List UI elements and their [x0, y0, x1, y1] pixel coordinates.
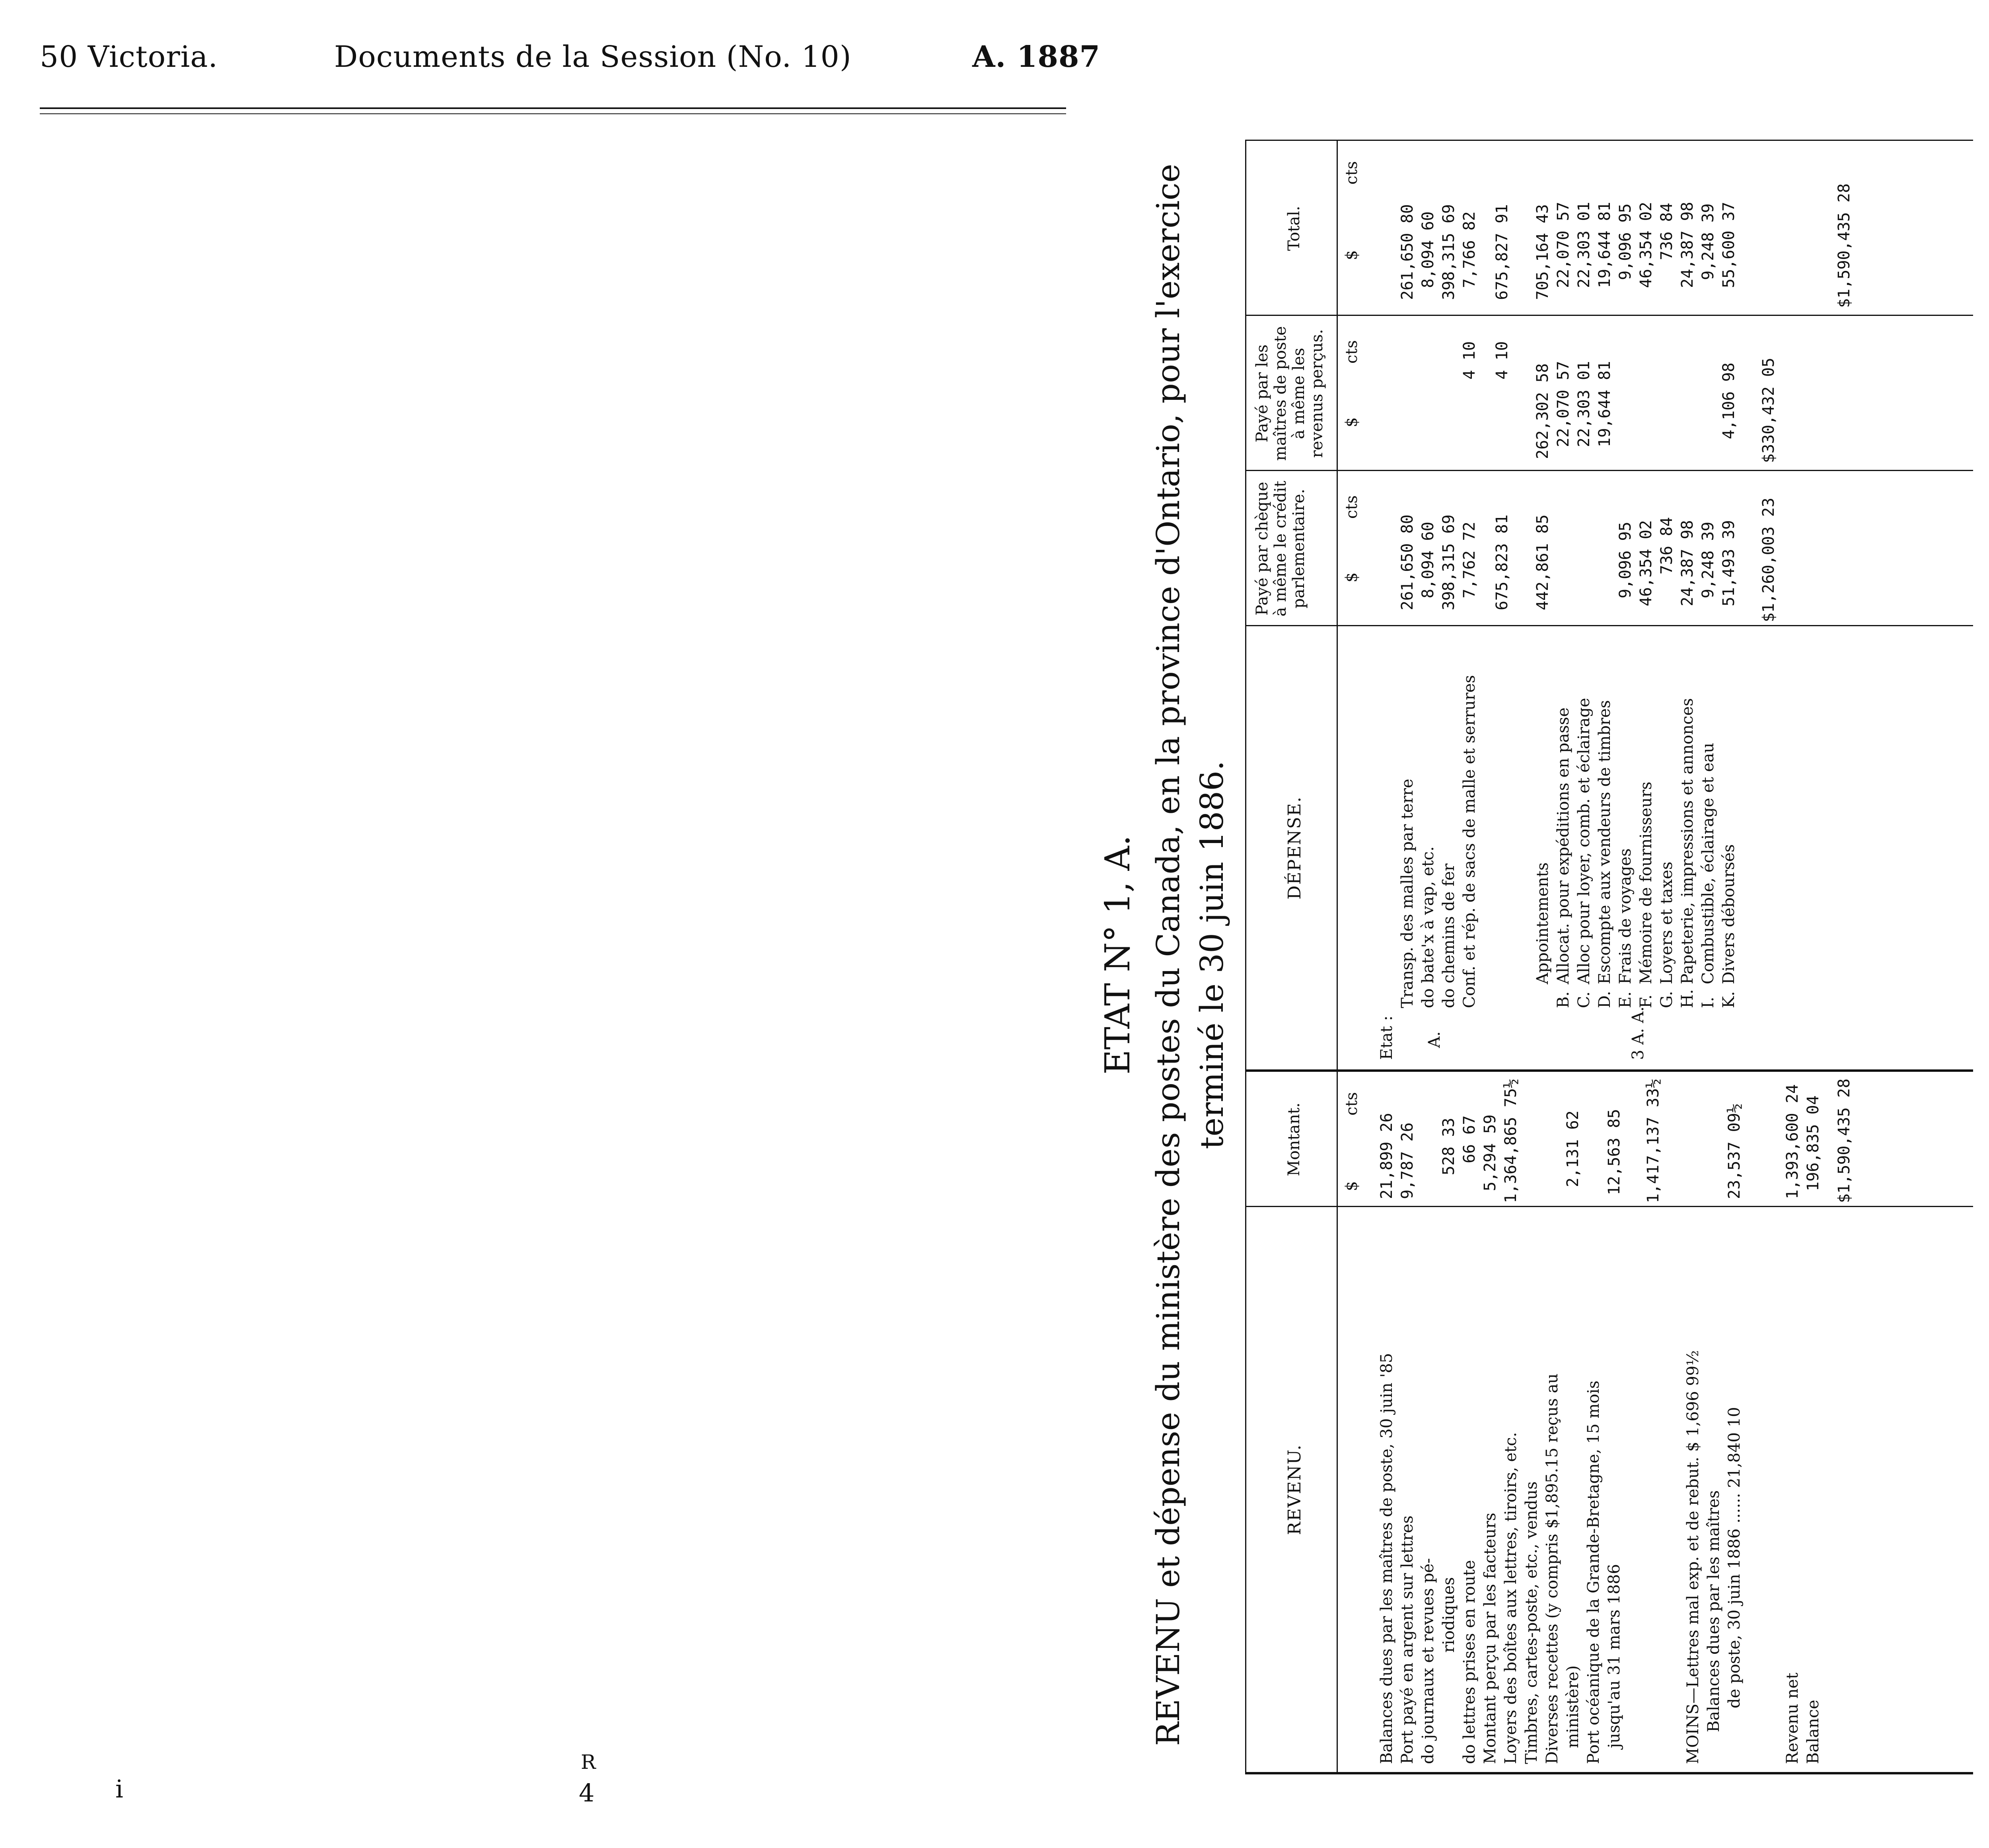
depense-total: 7,766 82 — [1460, 211, 1479, 288]
depense-code: G. — [1658, 991, 1676, 1008]
depense-total: 398,315 69 — [1440, 204, 1458, 300]
unit-cts: cts — [1343, 1092, 1361, 1116]
revenu-amount: 1,393,600 24 — [1783, 1084, 1802, 1199]
col-divider — [1245, 315, 1973, 316]
statement-subtitle: terminé le 30 juin 1886. — [1193, 760, 1230, 1149]
depense-total: 22,303 01 — [1575, 202, 1593, 288]
depense-maitres: 22,303 01 — [1575, 361, 1593, 447]
depense-total: 19,644 81 — [1596, 202, 1614, 288]
depense-total: 9,248 39 — [1699, 203, 1717, 280]
depense-total-cheque: $1,260,003 23 — [1759, 497, 1778, 622]
table-top-rule — [1245, 141, 1246, 1772]
depense-subtotal-total: 675,827 91 — [1493, 204, 1511, 300]
rotated-table-area — [1074, 119, 1989, 1790]
revenu-label: Timbres, cartes-poste, etc., vendus — [1522, 1481, 1541, 1764]
revenu-amount: 2,131 62 — [1564, 1110, 1582, 1187]
depense-label: Papeterie, impressions et annonces — [1678, 698, 1697, 984]
statement-title: REVENU et dépense du ministère des postes du Canada, en la province d'Ontario, pour l'exercice — [1150, 164, 1187, 1746]
depense-cheque: 9,096 95 — [1616, 522, 1635, 598]
depense-maitres: 4,106 98 — [1720, 362, 1738, 439]
revenu-amount: 1,364,865 75½ — [1502, 1078, 1520, 1203]
revenu-amount: 12,563 85 — [1605, 1109, 1623, 1195]
depense-total: 736 84 — [1658, 203, 1676, 260]
depense-total: 55,600 37 — [1720, 202, 1738, 288]
depense-cheque: 24,387 98 — [1678, 520, 1697, 606]
depense-subtotal-cheque: 675,823 81 — [1493, 514, 1511, 610]
revenu-amount: 23,537 09½ — [1725, 1103, 1744, 1199]
revenu-label: Loyers des boîtes aux lettres, tiroirs, etc. — [1502, 1432, 1520, 1764]
revenu-label: Balances dues par les maîtres de poste, 30 juin '85 — [1378, 1353, 1396, 1764]
header-total: Total. — [1285, 206, 1303, 251]
revenu-amount: 5,294 59 — [1481, 1114, 1499, 1191]
revenu-label: do journaux et revues pé- — [1419, 1558, 1437, 1764]
depense-label: do bate'x à vap, etc. — [1419, 846, 1437, 1008]
header-revenu: REVENU. — [1284, 1444, 1305, 1535]
depense-code: E. — [1616, 991, 1635, 1008]
depense-code: A. — [1425, 1031, 1444, 1048]
depense-label: Etat : — [1378, 1015, 1396, 1060]
depense-total: 261,650 80 — [1398, 204, 1417, 300]
unit-dollars: $ — [1343, 1181, 1361, 1191]
unit-dollars: $ — [1343, 250, 1361, 260]
depense-code: K. — [1720, 991, 1738, 1008]
revenu-label: Port océanique de la Grande-Bretagne, 15 mois — [1584, 1381, 1603, 1764]
revenu-label: de poste, 30 juin 1886 ...... 21,840 10 — [1725, 1407, 1744, 1708]
revenu-label: do lettres prises en route — [1460, 1560, 1479, 1764]
revenu-subtotal: 1,417,137 33½ — [1644, 1078, 1662, 1203]
depense-cheque: 8,094 60 — [1419, 522, 1437, 598]
unit-dollars: $ — [1343, 572, 1361, 582]
depense-label: Divers déboursés — [1720, 844, 1738, 984]
depense-code: D. — [1596, 991, 1614, 1008]
depense-label: Loyers et taxes — [1658, 861, 1676, 984]
footer-signature-mark: R — [581, 1751, 596, 1774]
unit-dollars: $ — [1343, 417, 1361, 427]
revenue-expense-table — [1245, 140, 1973, 1774]
depense-label: Transp. des malles par terre — [1398, 779, 1417, 1008]
depense-total: 705,164 43 — [1534, 204, 1552, 300]
depense-cheque: 7,762 72 — [1460, 522, 1479, 598]
depense-label: Alloc pour loyer, comb. et éclairage — [1575, 698, 1593, 984]
depense-cheque: 398,315 69 — [1440, 514, 1458, 610]
revenu-label: riodiques — [1440, 1577, 1458, 1653]
revenu-amount: 9,787 26 — [1398, 1122, 1417, 1199]
depense-label: Frais de voyages — [1616, 848, 1635, 984]
depense-label: Appointements — [1534, 862, 1552, 984]
revenu-label: jusqu'au 31 mars 1886 — [1605, 1564, 1623, 1748]
header-session-year: 50 Victoria. — [40, 40, 218, 74]
header-paye-cheque: Payé par chèque à même le crédit parlementaire. — [1253, 481, 1308, 617]
header-rule — [40, 107, 1066, 109]
depense-label: do chemins de fer — [1440, 863, 1458, 1008]
depense-label: Mémoire de fournisseurs — [1637, 781, 1655, 984]
depense-code: 3 A. A. — [1629, 1006, 1647, 1060]
depense-total: 24,387 98 — [1678, 202, 1697, 288]
depense-subtotal-maitres: 4 10 — [1493, 341, 1511, 380]
depense-label: Escompte aux vendeurs de timbres — [1596, 700, 1614, 984]
depense-label: Combustible, éclairage et eau — [1699, 742, 1717, 984]
depense-label: Conf. et rép. de sacs de malle et serrures — [1460, 675, 1479, 1008]
header-montant: Montant. — [1285, 1102, 1303, 1176]
depense-code: F. — [1637, 994, 1655, 1008]
revenu-amount: 21,899 26 — [1378, 1113, 1396, 1199]
depense-cheque: 51,493 39 — [1720, 520, 1738, 606]
page-header — [0, 0, 1132, 119]
revenu-label: Revenu net — [1783, 1673, 1802, 1764]
depense-label: Allocat. pour expéditions en passe — [1554, 707, 1573, 984]
revenu-amount: 66 67 — [1460, 1115, 1479, 1163]
depense-code: C. — [1575, 991, 1593, 1008]
depense-total-maitres: $330,432 05 — [1759, 358, 1778, 463]
statement-number: ETAT N° 1, A. — [1098, 835, 1138, 1075]
depense-code: H. — [1678, 989, 1697, 1008]
revenu-label: Balance — [1804, 1700, 1822, 1764]
depense-maitres: 19,644 81 — [1596, 361, 1614, 447]
revenu-amount: 528 33 — [1440, 1118, 1458, 1175]
depense-total: 46,354 02 — [1637, 202, 1655, 288]
unit-cts: cts — [1343, 495, 1361, 519]
revenu-label: Montant perçu par les facteurs — [1481, 1513, 1499, 1764]
footer-roman-numeral: i — [115, 1774, 123, 1803]
revenu-label: ministère) — [1564, 1665, 1582, 1748]
depense-maitres: 262,302 58 — [1534, 363, 1552, 459]
header-document-title: Documents de la Session (No. 10) — [334, 40, 852, 74]
page-footer — [0, 1743, 1132, 1846]
depense-maitres: 4 10 — [1460, 341, 1479, 380]
unit-cts: cts — [1343, 161, 1361, 185]
col-divider-main — [1245, 1069, 1973, 1072]
depense-total: 22,070 57 — [1554, 202, 1573, 288]
footer-page-number: 4 — [579, 1778, 595, 1807]
depense-grand-total: $1,590,435 28 — [1835, 183, 1853, 308]
revenu-label: MOINS—Lettres mal exp. et de rebut. $ 1,696 99½ — [1684, 1350, 1702, 1764]
revenu-label: Diverses recettes (y compris $1,895.15 reçus au — [1543, 1373, 1561, 1764]
revenu-label: Port payé en argent sur lettres — [1398, 1515, 1417, 1764]
header-paye-maitres: Payé par les maîtres de poste à même les revenus perçus. — [1253, 326, 1326, 461]
table-header-rule — [1337, 141, 1338, 1772]
depense-cheque: 736 84 — [1658, 517, 1676, 574]
header-rule-thin — [40, 113, 1066, 114]
depense-total: 9,096 95 — [1616, 203, 1635, 280]
col-divider — [1245, 470, 1973, 471]
header-year: A. 1887 — [972, 40, 1100, 74]
revenu-label: Balances dues par les maîtres — [1705, 1490, 1723, 1732]
depense-cheque: 9,248 39 — [1699, 522, 1717, 598]
depense-maitres: 22,070 57 — [1554, 361, 1573, 447]
col-divider — [1245, 1206, 1973, 1207]
depense-cheque: 442,861 85 — [1534, 514, 1552, 610]
depense-total: 8,094 60 — [1419, 211, 1437, 288]
depense-cheque: 261,650 80 — [1398, 514, 1417, 610]
depense-cheque: 46,354 02 — [1637, 520, 1655, 606]
unit-cts: cts — [1343, 340, 1361, 364]
col-divider — [1245, 625, 1973, 626]
depense-code: I. — [1699, 997, 1717, 1008]
depense-code: B. — [1554, 991, 1573, 1008]
revenu-grand-total: $1,590,435 28 — [1835, 1078, 1853, 1203]
header-depense: DÉPENSE. — [1284, 796, 1305, 900]
revenu-amount: 196,835 04 — [1804, 1095, 1822, 1191]
